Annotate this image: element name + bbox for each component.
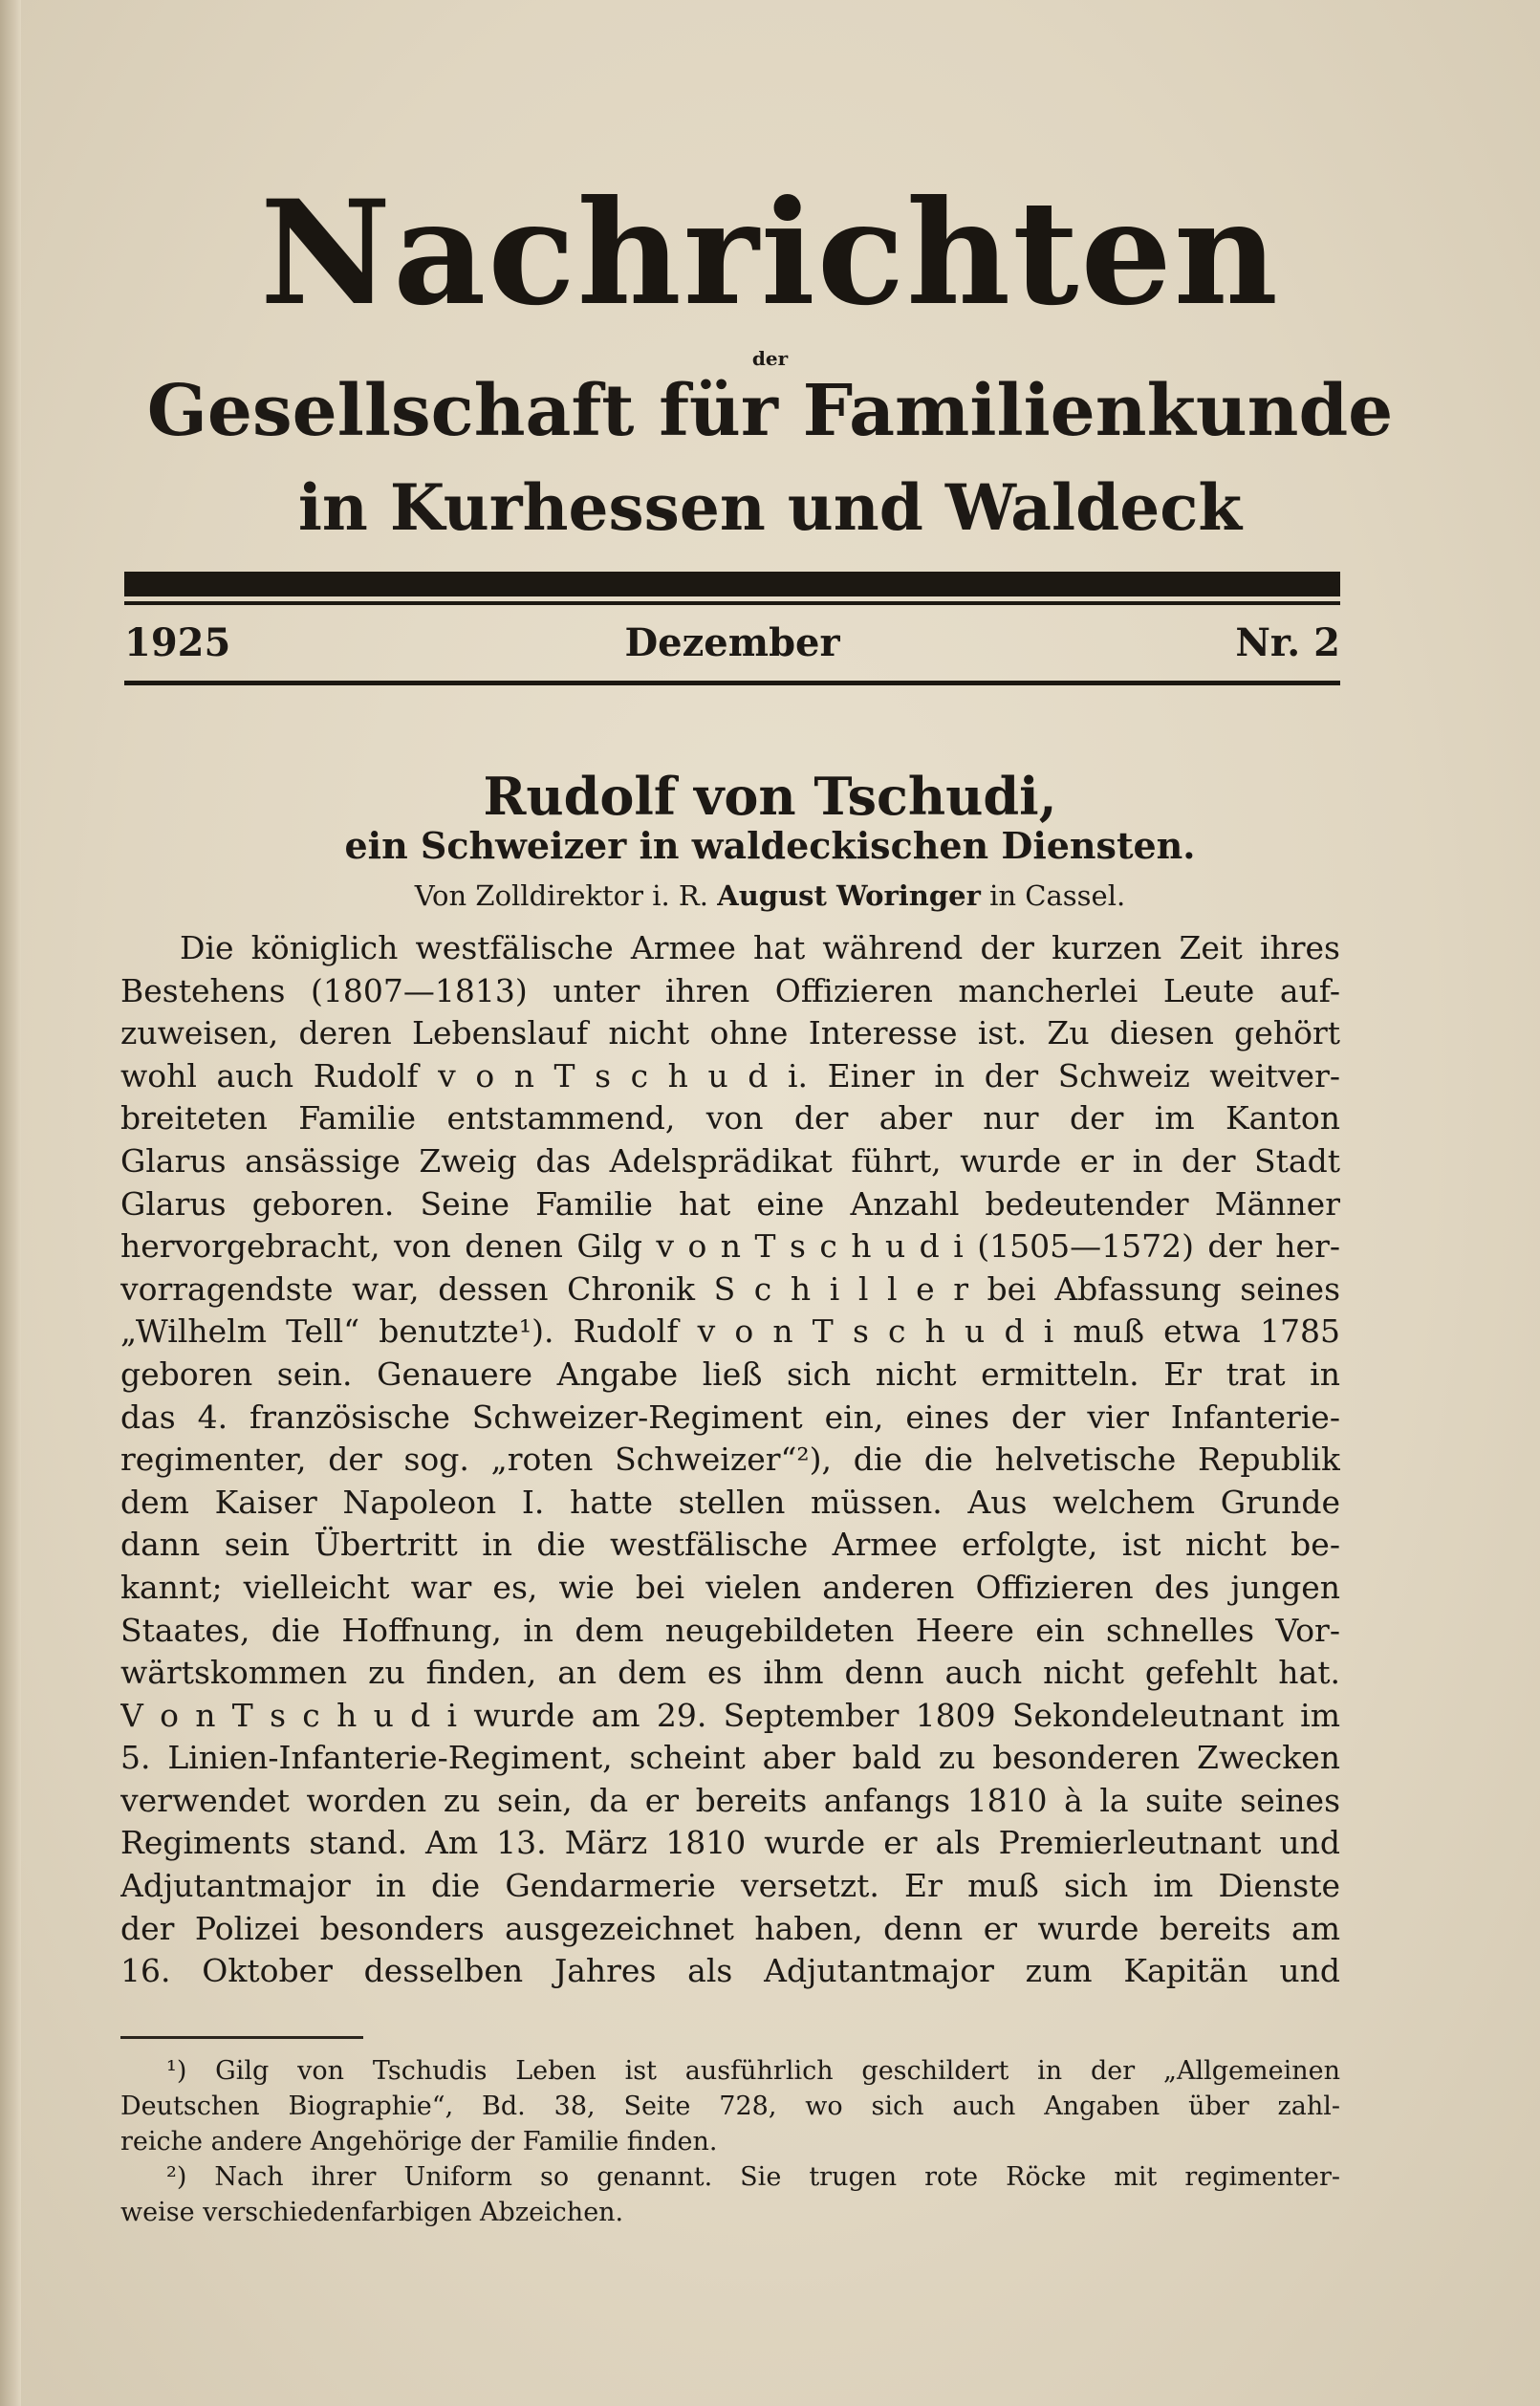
- byline-author: August Woringer: [717, 879, 981, 912]
- body-line: regimenter, der sog. „roten Schweizer“²), die die helvetische Republik: [120, 1441, 1340, 1479]
- byline-prefix: Von Zolldirektor i. R.: [414, 879, 708, 912]
- body-line: Die königlich westfälische Armee hat während der kurzen Zeit ihres: [180, 929, 1340, 966]
- body-line: kannt; vielleicht war es, wie bei vielen anderen Offizieren des jungen: [120, 1568, 1340, 1606]
- body-line: hervorgebracht, von denen Gilg v o n T s c h u d i (1505—1572) der her-: [120, 1227, 1340, 1266]
- body-line: Bestehens (1807—1813) unter ihren Offizieren mancherlei Leute auf-: [120, 971, 1340, 1009]
- body-line: der Polizei besonders ausgezeichnet haben, denn er wurde bereits am: [120, 1909, 1340, 1947]
- body-line: Staates, die Hoffnung, in dem neugebildeten Heere ein schnelles Vor-: [120, 1611, 1340, 1649]
- masthead-subtitle-2: in Kurhessen und Waldeck: [297, 470, 1243, 545]
- footnote-line: ¹) Gilg von Tschudis Leben ist ausführlich geschildert in der „Allgemeinen: [166, 2056, 1340, 2086]
- body-line: Glarus ansässige Zweig das Adelsprädikat führt, wurde er in der Stadt: [120, 1141, 1340, 1180]
- body-line: Regiments stand. Am 13. März 1810 wurde er als Premierleutnant und: [120, 1824, 1340, 1862]
- article-body: [120, 927, 1340, 1993]
- body-line: geboren sein. Genauere Angabe ließ sich nicht ermitteln. Er trat in: [120, 1355, 1340, 1393]
- masthead-rule-thin: [124, 601, 1340, 605]
- body-line: dem Kaiser Napoleon I. hatte stellen müssen. Aus welchem Grunde: [120, 1483, 1340, 1521]
- issue-rule: [124, 681, 1340, 685]
- article-byline: [0, 875, 1540, 917]
- article-title: Rudolf von Tschudi,: [483, 766, 1057, 827]
- issue-year: 1925: [124, 620, 231, 665]
- footnote-line: Deutschen Biographie“, Bd. 38, Seite 728, wo sich auch Angaben über zahl-: [120, 2092, 1340, 2121]
- masthead-rule-thick: [124, 572, 1340, 596]
- masthead-title: Nachrichten: [260, 169, 1280, 337]
- body-line: verwendet worden zu sein, da er bereits anfangs 1810 à la suite seines: [120, 1781, 1340, 1819]
- footnote-line: ²) Nach ihrer Uniform so genannt. Sie trugen rote Röcke mit regimenter-: [166, 2162, 1340, 2192]
- body-line: vorragendste war, dessen Chronik S c h i l l e r bei Abfassung seines: [120, 1269, 1340, 1308]
- issue-line: [124, 615, 1340, 672]
- article-subtitle: ein Schweizer in waldeckischen Diensten.: [344, 824, 1196, 867]
- body-line: „Wilhelm Tell“ benutzte¹). Rudolf v o n T s c h u d i muß etwa 1785: [120, 1312, 1340, 1351]
- body-line: zuweisen, deren Lebenslauf nicht ohne Interesse ist. Zu diesen gehört: [120, 1014, 1340, 1052]
- body-line: das 4. französische Schweizer-Regiment ein, eines der vier Infanterie-: [120, 1398, 1340, 1436]
- byline-suffix: in Cassel.: [989, 879, 1126, 912]
- issue-number: Nr. 2: [1235, 620, 1340, 665]
- footnotes: [120, 2053, 1340, 2230]
- body-line: wärtskommen zu finden, an dem es ihm denn auch nicht gefehlt hat.: [120, 1654, 1340, 1692]
- footnote-rule: [120, 2036, 363, 2039]
- masthead-der: der: [751, 347, 789, 370]
- issue-month: Dezember: [624, 620, 840, 665]
- body-line: wohl auch Rudolf v o n T s c h u d i. Einer in der Schweiz weitver-: [120, 1056, 1340, 1095]
- body-line: breiteten Familie entstammend, von der aber nur der im Kanton: [120, 1099, 1340, 1138]
- footnote-line: reiche andere Angehörige der Familie finden.: [120, 2127, 718, 2157]
- body-line: Adjutantmajor in die Gendarmerie versetzt. Er muß sich im Dienste: [120, 1867, 1340, 1905]
- body-line: 16. Oktober desselben Jahres als Adjutantmajor zum Kapitän und: [120, 1952, 1340, 1990]
- masthead-subtitle-1: Gesellschaft für Familienkunde: [146, 370, 1394, 452]
- footnote-line: weise verschiedenfarbigen Abzeichen.: [120, 2198, 624, 2227]
- body-line: Glarus geboren. Seine Familie hat eine Anzahl bedeutender Männer: [120, 1184, 1340, 1223]
- body-line: 5. Linien-Infanterie-Regiment, scheint aber bald zu besonderen Zwecken: [120, 1739, 1340, 1777]
- body-line: dann sein Übertritt in die westfälische Armee erfolgte, ist nicht be-: [120, 1526, 1340, 1564]
- body-line: V o n T s c h u d i wurde am 29. September 1809 Sekondeleutnant im: [120, 1696, 1340, 1734]
